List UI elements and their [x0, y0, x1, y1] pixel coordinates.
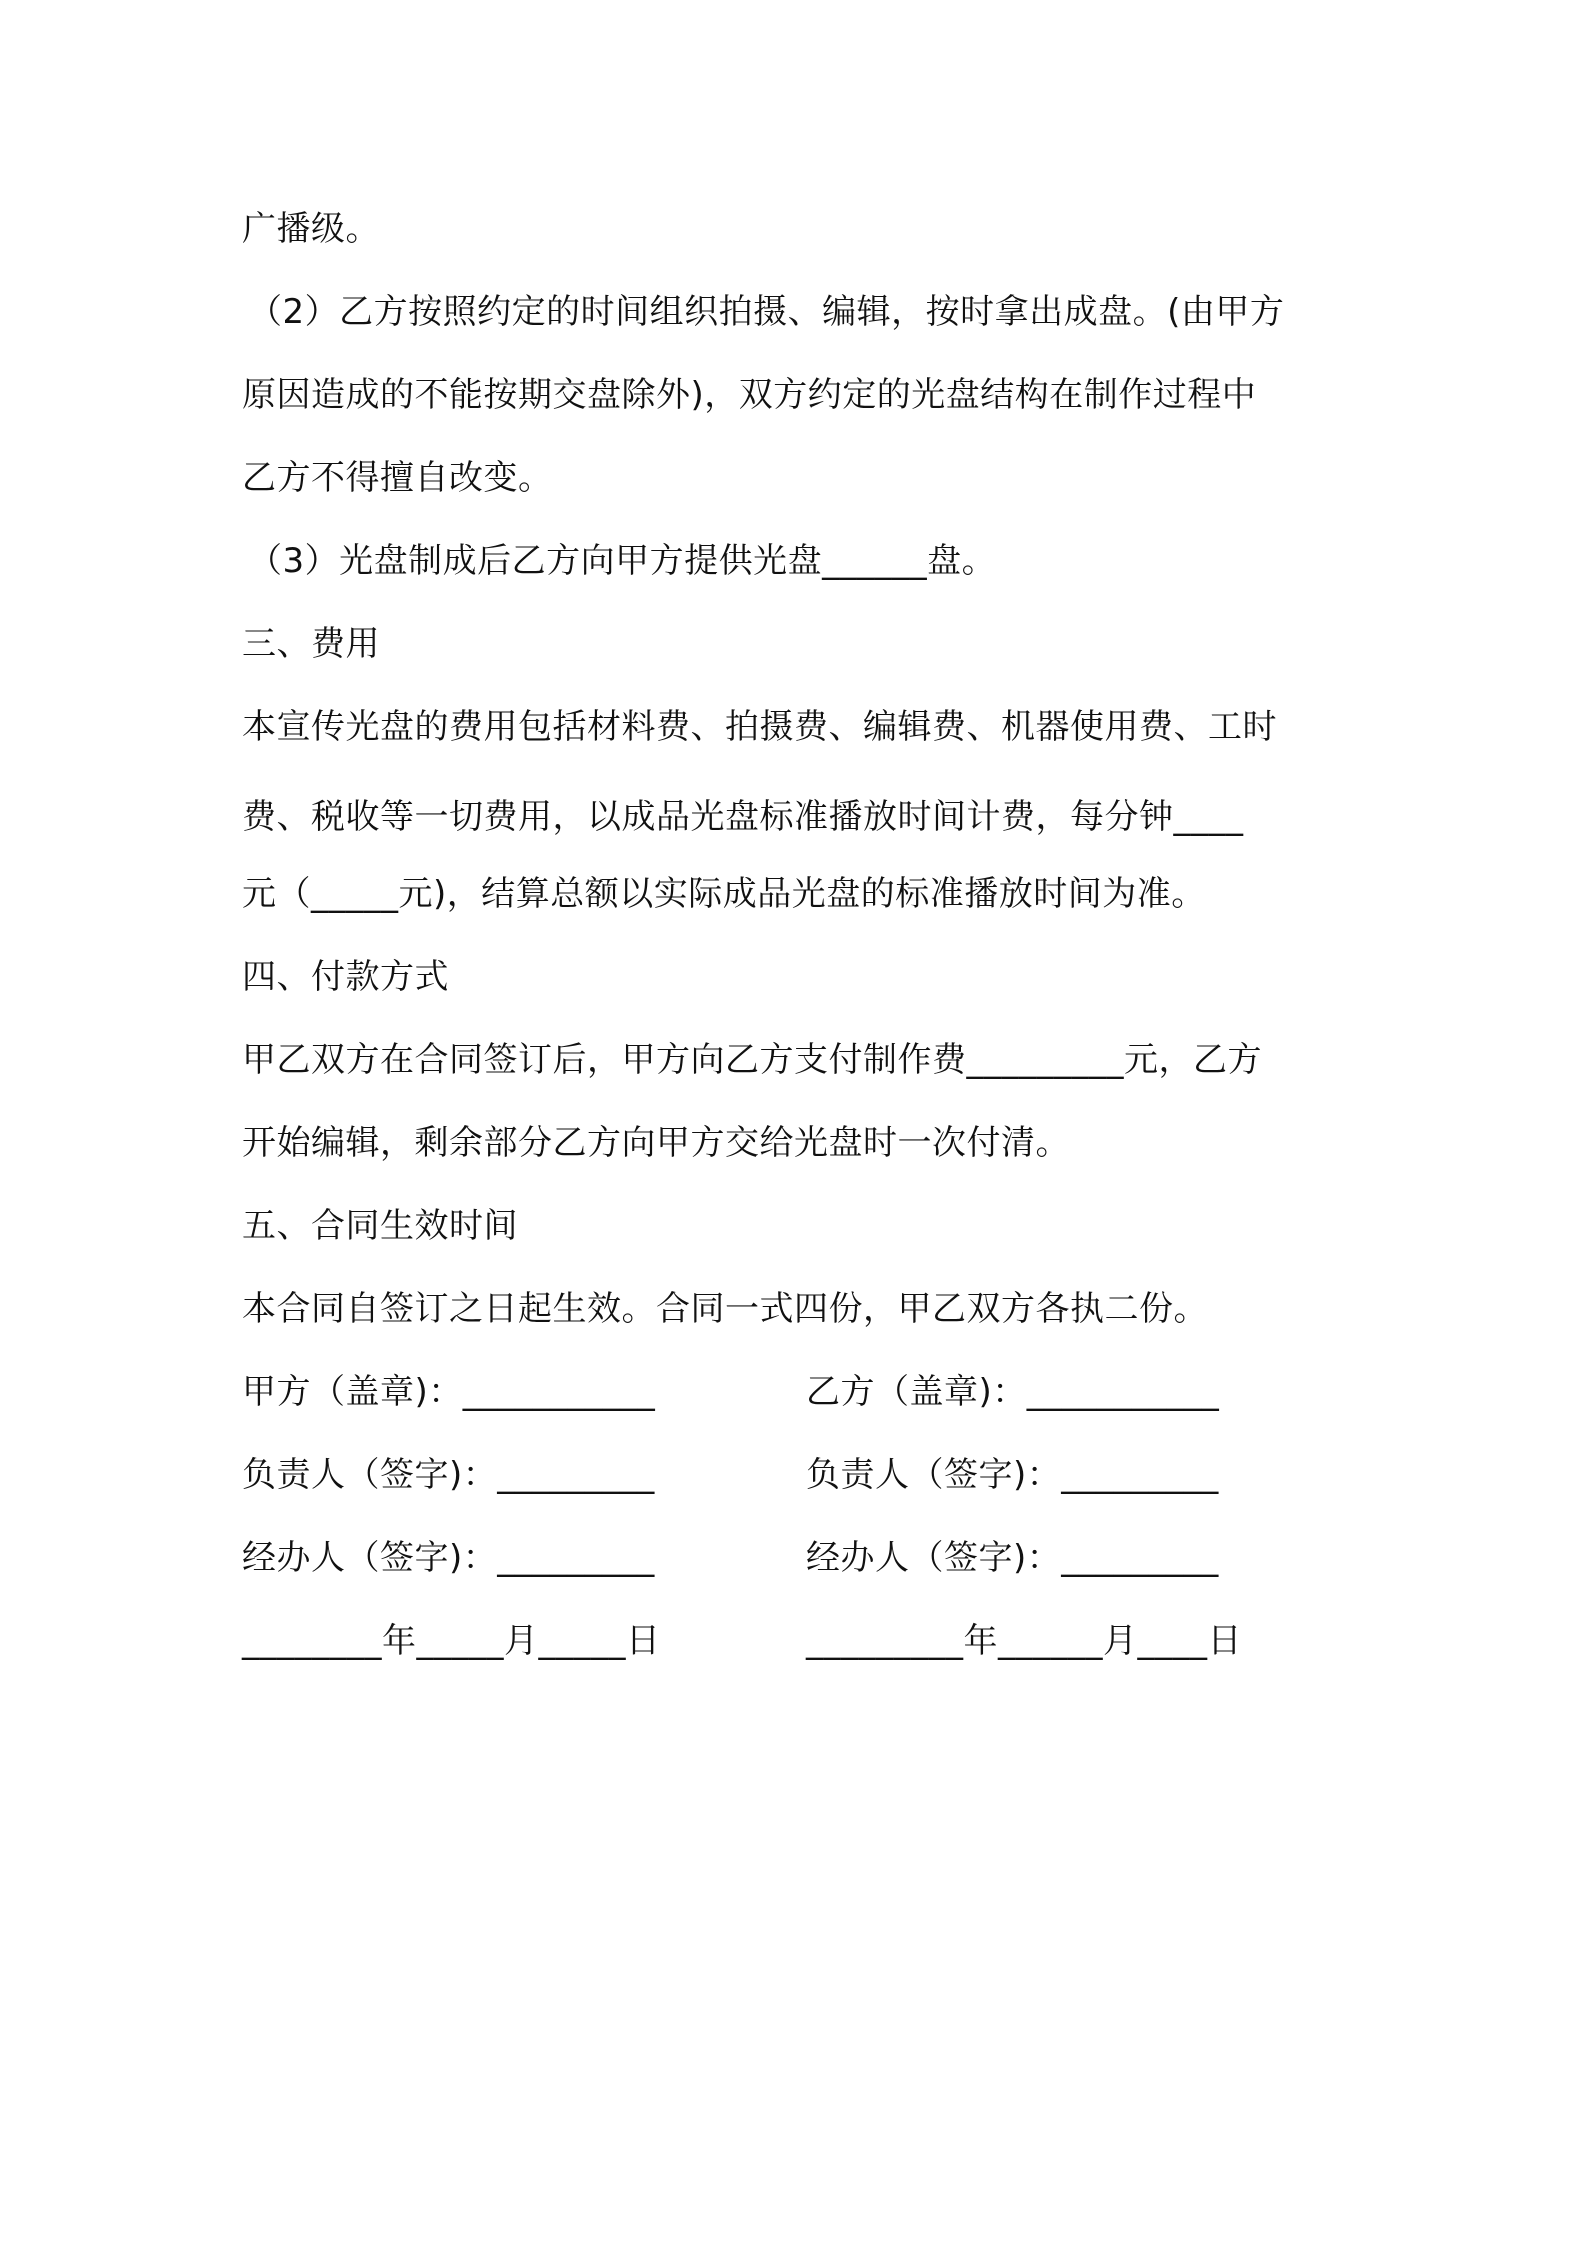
- item-3-line: （3）光盘制成后乙方向甲方提供光盘______盘。: [248, 541, 997, 581]
- paragraph-line: 甲乙双方在合同签订后，甲方向乙方支付制作费_________元，乙方: [242, 1040, 1262, 1080]
- paragraph-line: 开始编辑，剩余部分乙方向甲方交给光盘时一次付清。: [242, 1123, 1070, 1163]
- party-b-seal-field: 乙方（盖章)：___________: [806, 1372, 1220, 1412]
- paragraph-line: 元（_____元)，结算总额以实际成品光盘的标准播放时间为准。: [242, 874, 1206, 914]
- section-heading: 三、费用: [242, 624, 380, 664]
- party-b-date-field: _________年______月____日: [806, 1621, 1242, 1661]
- paragraph-line: 费、税收等一切费用，以成品光盘标准播放时间计费，每分钟____: [242, 797, 1244, 837]
- party-b-responsible-field: 负责人（签字)：_________: [806, 1455, 1219, 1495]
- item-2-line: （2）乙方按照约定的时间组织拍摄、编辑，按时拿出成盘。(由甲方: [248, 292, 1285, 332]
- paragraph-line: 本宣传光盘的费用包括材料费、拍摄费、编辑费、机器使用费、工时: [242, 707, 1277, 747]
- paragraph-line: 广播级。: [242, 209, 380, 249]
- party-a-handler-field: 经办人（签字)：_________: [242, 1538, 655, 1578]
- item-2-line: 乙方不得擅自改变。: [242, 458, 553, 498]
- section-heading: 五、合同生效时间: [242, 1206, 518, 1246]
- party-a-date-field: ________年_____月_____日: [242, 1621, 661, 1661]
- item-2-line: 原因造成的不能按期交盘除外)，双方约定的光盘结构在制作过程中: [242, 375, 1257, 415]
- party-a-seal-field: 甲方（盖章)：___________: [242, 1372, 656, 1412]
- paragraph-line: 本合同自签订之日起生效。合同一式四份，甲乙双方各执二份。: [242, 1289, 1208, 1329]
- party-b-handler-field: 经办人（签字)：_________: [806, 1538, 1219, 1578]
- section-heading: 四、付款方式: [242, 957, 449, 997]
- party-a-responsible-field: 负责人（签字)：_________: [242, 1455, 655, 1495]
